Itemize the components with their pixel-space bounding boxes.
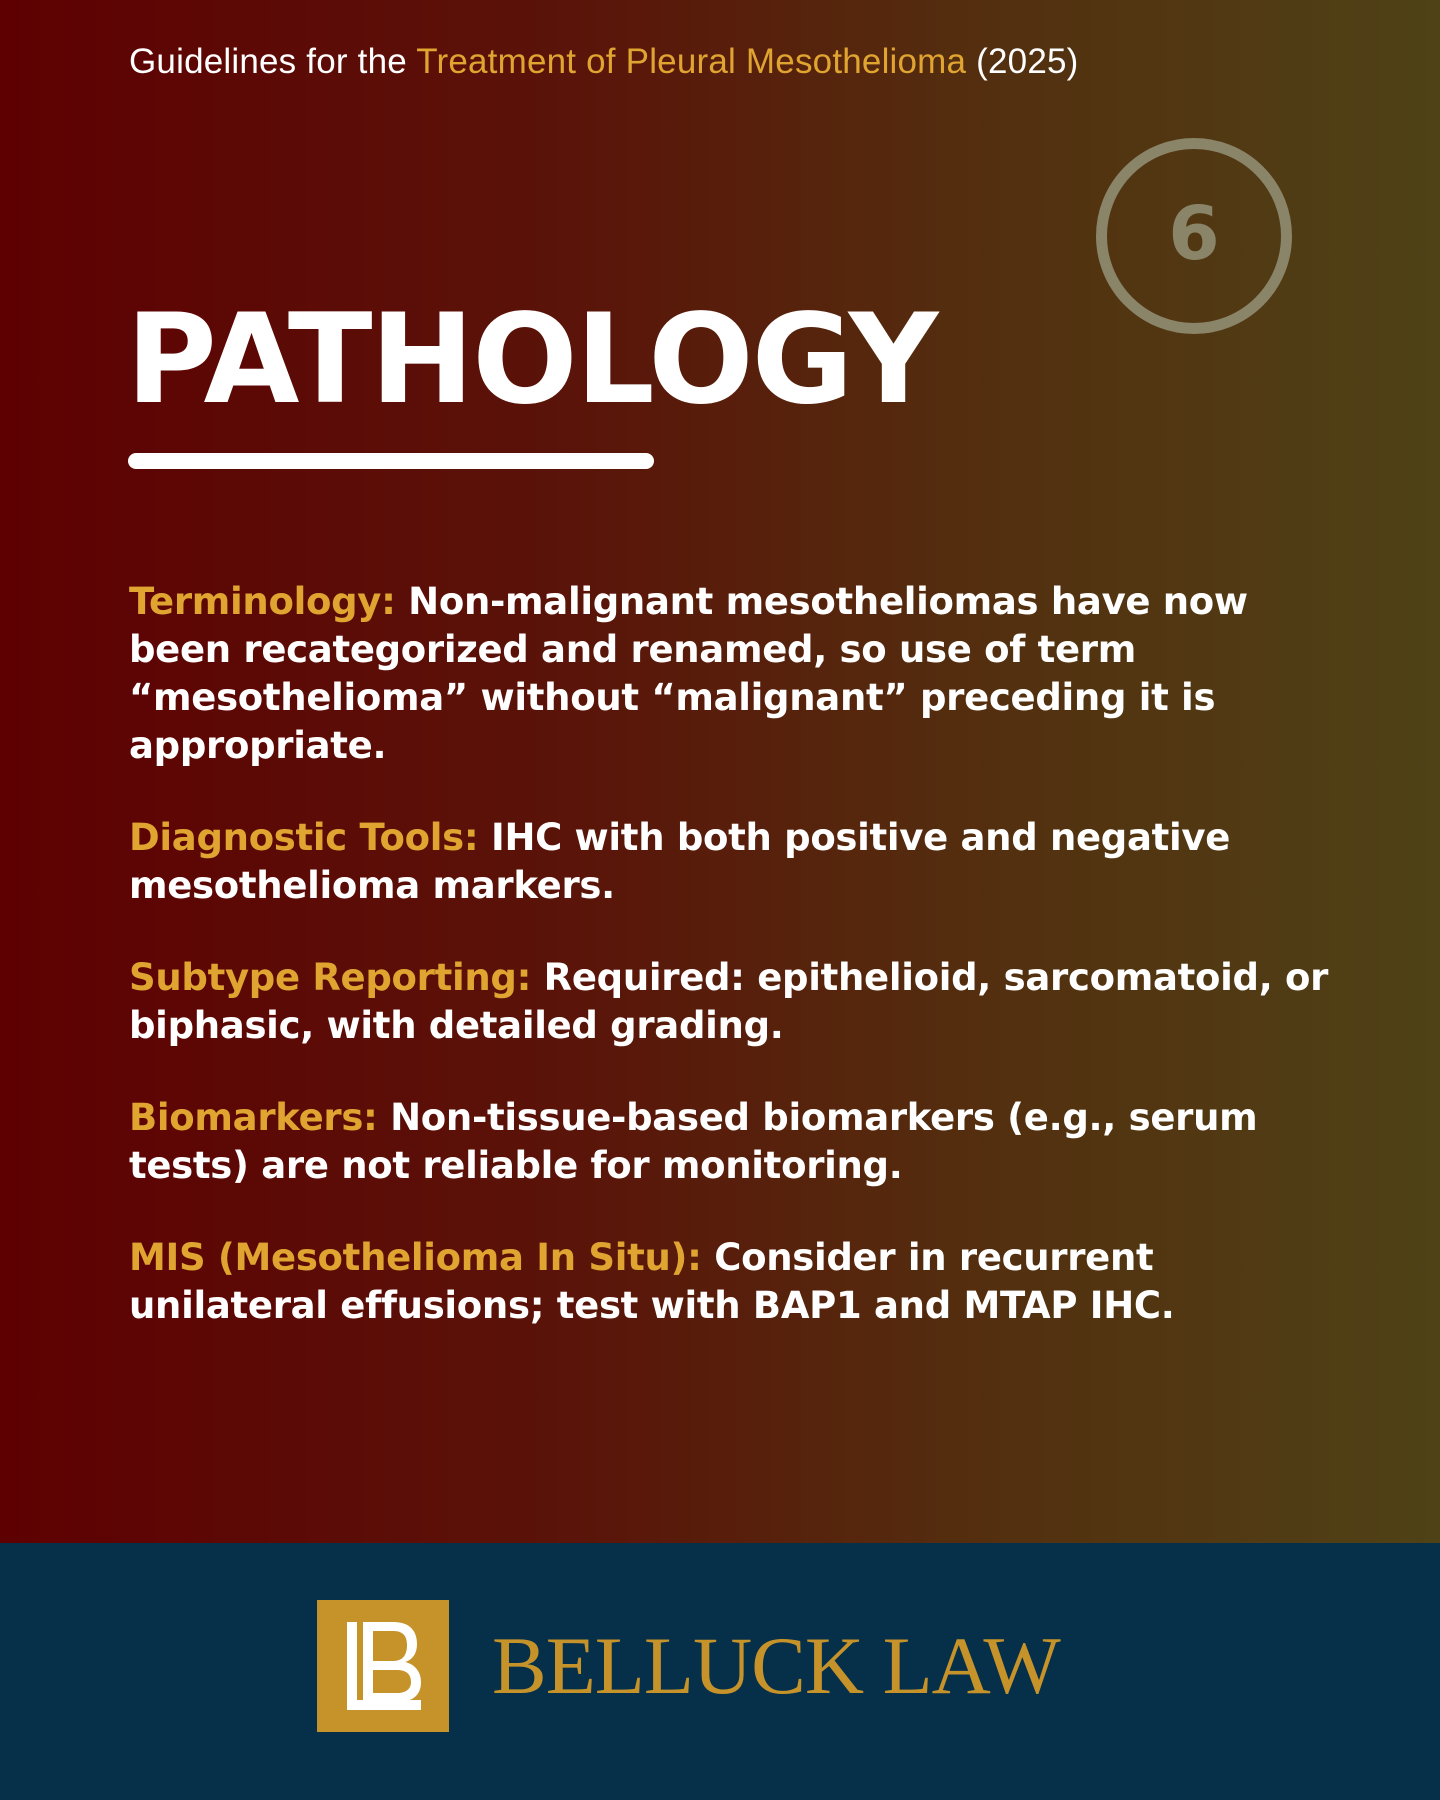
section-number-badge xyxy=(1096,138,1292,334)
point-text: IHC with both positive and negative mesothelioma markers. xyxy=(129,816,1231,907)
point-label: Subtype Reporting: xyxy=(129,956,532,999)
point-label: Terminology: xyxy=(129,580,396,623)
header-highlight: Treatment of Pleural Mesothelioma xyxy=(416,42,967,81)
brand-name: BELLUCK LAW xyxy=(492,1620,1060,1711)
header-suffix: (2025) xyxy=(966,42,1079,81)
point-text: Non-malignant mesotheliomas have now been recategorized and renamed, so use of term “mesothelioma” without “malignant” preceding it is appropriate. xyxy=(129,580,1248,767)
section-number: 6 xyxy=(1168,191,1220,277)
point-label: MIS (Mesothelioma In Situ): xyxy=(129,1236,702,1279)
point-terminology xyxy=(129,578,1339,770)
page-title: PATHOLOGY xyxy=(126,288,937,432)
point-subtype-reporting xyxy=(129,954,1339,1050)
point-label: Biomarkers: xyxy=(129,1096,378,1139)
guideline-header xyxy=(129,42,1079,82)
title-underline xyxy=(128,453,654,469)
point-text: Required: epithelioid, sarcomatoid, or biphasic, with detailed grading. xyxy=(129,956,1329,1047)
pathology-points xyxy=(129,578,1339,1374)
point-text: Non-tissue-based biomarkers (e.g., serum tests) are not reliable for monitoring. xyxy=(129,1096,1258,1187)
bl-monogram-svg xyxy=(317,1600,449,1732)
point-label: Diagnostic Tools: xyxy=(129,816,479,859)
bl-monogram-icon xyxy=(317,1600,449,1732)
point-biomarkers xyxy=(129,1094,1339,1190)
header-prefix: Guidelines for the xyxy=(129,42,417,81)
point-diagnostic-tools xyxy=(129,814,1339,910)
point-text: Consider in recurrent unilateral effusions; test with BAP1 and MTAP IHC. xyxy=(129,1236,1175,1327)
point-mis xyxy=(129,1234,1339,1330)
